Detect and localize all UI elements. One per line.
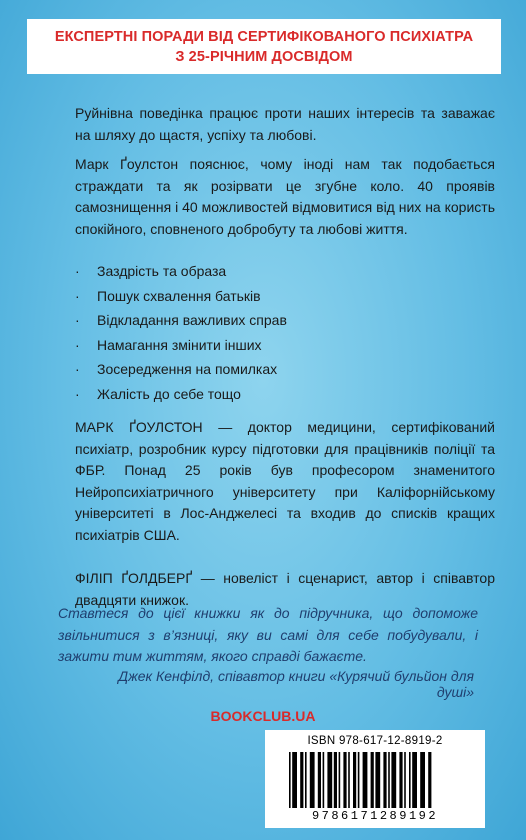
list-item: · Намагання змінити інших [75, 333, 287, 358]
isbn-label: ISBN 978-617-12-8919-2 [307, 735, 443, 747]
bullet-icon: · [75, 385, 80, 402]
bullet-icon: · [75, 287, 80, 304]
intro-paragraph-2: Марк Ґоулстон пояснює, чому іноді нам так подобається страждати та як розірвати це згубне коло. 40 проявів самознищення і 40 можливостей відмовитися від них на користь спокійного, сповненого добробуту та любові життя. [75, 156, 495, 237]
barcode-icon [289, 752, 461, 810]
banner-line-1: ЕКСПЕРТНІ ПОРАДИ ВІД СЕРТИФІКОВАНОГО ПСИХІАТРА [54, 28, 474, 45]
banner-line-2: З 25-РІЧНИМ ДОСВІДОМ [175, 48, 353, 65]
intro-paragraph-1: Руйнівна поведінка працює проти наших інтересів та заважає на шляху до щастя, успіху та любові. [75, 105, 495, 143]
quote-author: Джек Кенфілд, співавтор книги «Курячий бульйон для душі» [118, 668, 474, 700]
list-item: · Відкладання важливих справ [75, 308, 287, 333]
endorsement-quote: Ставтеся до цієї книжки як до підручника, що допоможе звільнитися з в’язниці, яку ви самі для себе побудували, і зажити тим життям, якого справді бажаєте. [58, 605, 478, 664]
bullet-list [75, 259, 287, 406]
publisher-site: BOOKCLUB.UA [210, 708, 316, 724]
list-item: · Заздрість та образа [75, 259, 287, 284]
list-item: · Жалість до себе тощо [75, 382, 287, 407]
author-bio-goulston: МАРК ҐОУЛСТОН — доктор медицини, сертифікований психіатр, розробник курсу підготовки для працівників поліції та ФБР. Понад 25 років був професором знаменитого Нейропсихіатричного університету при Каліфорнійському університеті в Лос-Анджелесі та входив до списків кращих психіатрів США. [75, 419, 495, 543]
header-banner [27, 19, 501, 74]
isbn-barcode [265, 730, 485, 828]
bullet-icon: · [75, 312, 80, 328]
bullet-icon: · [75, 361, 80, 377]
bullet-icon: · [75, 263, 80, 279]
list-item: · Пошук схвалення батьків [75, 284, 287, 309]
author-bio-goldberg: ФІЛІП ҐОЛДБЕРҐ — новеліст і сценарист, автор і співавтор двадцяти книжок. [75, 570, 495, 608]
list-item: · Зосередження на помилках [75, 357, 287, 382]
bullet-icon: · [75, 336, 80, 353]
barcode-digits: 9786171289192 [311, 809, 439, 823]
